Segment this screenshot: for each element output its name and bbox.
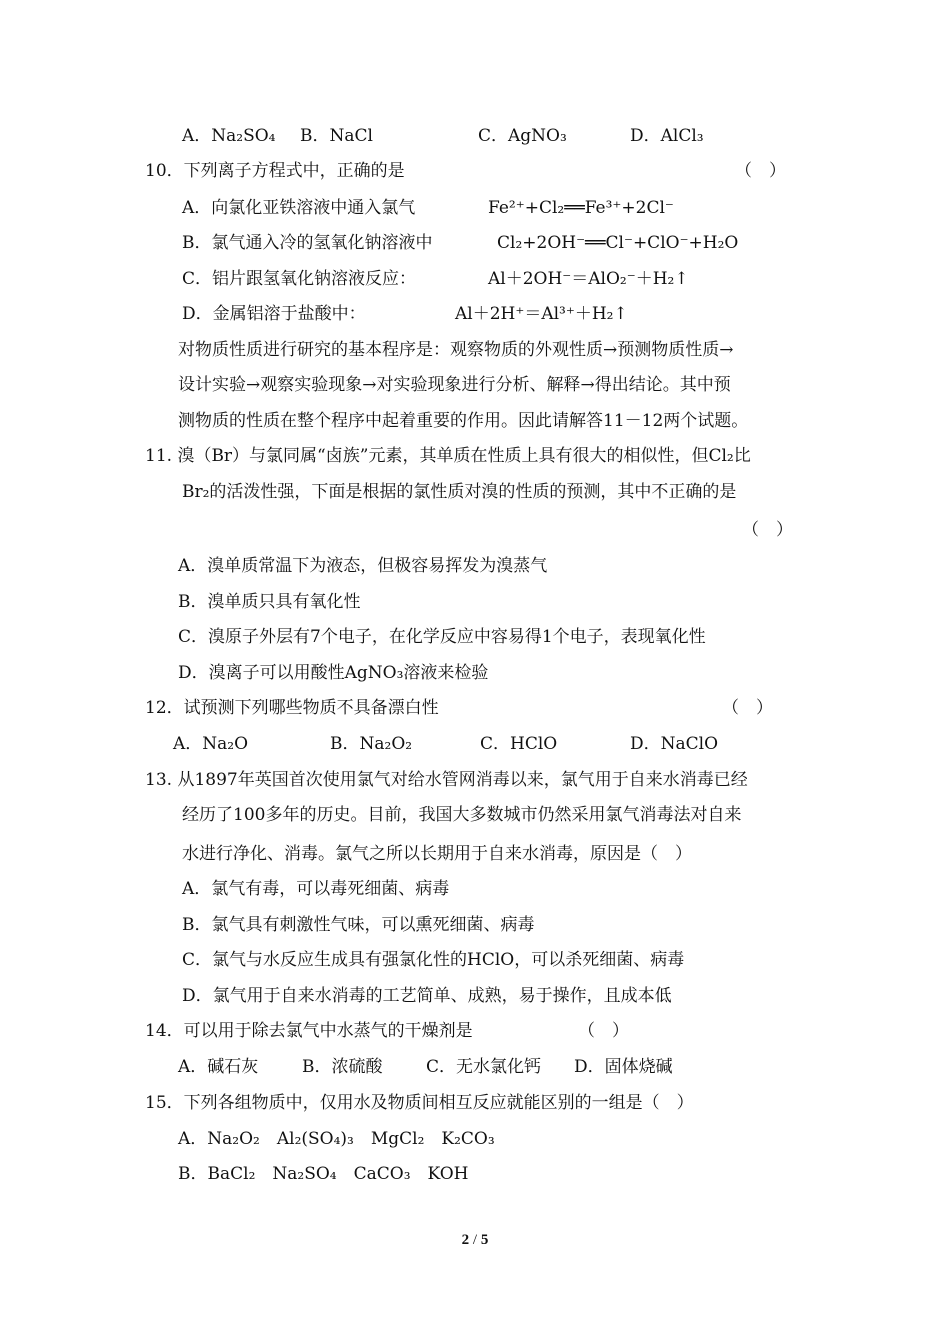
q10-option-c-equation: Al＋2OH⁻＝AlO₂⁻＋H₂↑ <box>488 269 689 289</box>
intro-line-3: 测物质的性质在整个程序中起着重要的作用。因此请解答11－12两个试题。 <box>178 411 749 431</box>
q11-answer-bracket: （ ） <box>742 520 793 540</box>
q14-option-b: B．浓硫酸 <box>302 1057 383 1077</box>
q14-answer-bracket: （ ） <box>578 1021 629 1041</box>
q13-stem-line-2: 经历了100多年的历史。目前，我国大多数城市仍然采用氯气消毒法对自来 <box>182 805 742 825</box>
q11-stem-line-1: 11. 溴（Br）与氯同属“卤族”元素，其单质在性质上具有很大的相似性，但Cl₂比 <box>145 446 751 466</box>
q10-option-d: D．金属铝溶于盐酸中： <box>182 304 366 324</box>
q9-option-c: C．AgNO₃ <box>478 126 567 146</box>
intro-line-1: 对物质性质进行研究的基本程序是：观察物质的外观性质→预测物质性质→ <box>178 340 734 360</box>
q9-option-a: A．Na₂SO₄ <box>182 126 276 146</box>
q11-option-c: C．溴原子外层有7个电子，在化学反应中容易得1个电子，表现氧化性 <box>178 627 706 647</box>
q9-option-b: B．NaCl <box>300 126 373 146</box>
q10-stem: 10．下列离子方程式中，正确的是 <box>145 161 405 181</box>
q12-option-a: A．Na₂O <box>173 734 249 754</box>
q13-option-c: C．氯气与水反应生成具有强氯化性的HClO，可以杀死细菌、病毒 <box>182 950 685 970</box>
q12-stem: 12．试预测下列哪些物质不具备漂白性 <box>145 698 439 718</box>
q12-option-b: B．Na₂O₂ <box>330 734 413 754</box>
q13-option-a: A．氯气有毒，可以毒死细菌、病毒 <box>182 879 450 899</box>
q13-stem-line-3: 水进行净化、消毒。氯气之所以长期用于自来水消毒，原因是（ ） <box>182 844 692 864</box>
page-number: 2 / 5 <box>461 1232 489 1248</box>
q10-option-b-equation: Cl₂+2OH⁻══Cl⁻+ClO⁻+H₂O <box>497 233 739 253</box>
q10-option-b: B．氯气通入冷的氢氧化钠溶液中 <box>182 233 433 253</box>
q11-option-b: B．溴单质只具有氧化性 <box>178 592 361 612</box>
q10-option-d-equation: Al＋2H⁺＝Al³⁺＋H₂↑ <box>455 304 628 324</box>
intro-line-2: 设计实验→观察实验现象→对实验现象进行分析、解释→得出结论。其中预 <box>178 375 731 395</box>
q14-option-a: A．碱石灰 <box>178 1057 259 1077</box>
q14-stem: 14．可以用于除去氯气中水蒸气的干燥剂是 <box>145 1021 473 1041</box>
q14-option-d: D．固体烧碱 <box>574 1057 673 1077</box>
q13-option-b: B．氯气具有刺激性气味，可以熏死细菌、病毒 <box>182 915 535 935</box>
q10-option-a-equation: Fe²⁺+Cl₂══Fe³⁺+2Cl⁻ <box>488 198 674 218</box>
q12-option-c: C．HClO <box>480 734 558 754</box>
q13-option-d: D．氯气用于自来水消毒的工艺简单、成熟，易于操作，且成本低 <box>182 986 672 1006</box>
q10-answer-bracket: （ ） <box>735 161 786 181</box>
q12-answer-bracket: （ ） <box>722 698 773 718</box>
q13-stem-line-1: 13. 从1897年英国首次使用氯气对给水管网消毒以来，氯气用于自来水消毒已经 <box>145 770 748 790</box>
q14-option-c: C．无水氯化钙 <box>426 1057 542 1077</box>
q10-option-a: A．向氯化亚铁溶液中通入氯气 <box>182 198 416 218</box>
q12-option-d: D．NaClO <box>630 734 719 754</box>
q9-option-d: D．AlCl₃ <box>630 126 704 146</box>
q15-option-a: A．Na₂O₂ Al₂(SO₄)₃ MgCl₂ K₂CO₃ <box>178 1129 495 1149</box>
q11-option-a: A．溴单质常温下为液态，但极容易挥发为溴蒸气 <box>178 556 548 576</box>
q11-option-d: D．溴离子可以用酸性AgNO₃溶液来检验 <box>178 663 489 683</box>
q15-stem: 15．下列各组物质中，仅用水及物质间相互反应就能区别的一组是（ ） <box>145 1093 694 1113</box>
q11-stem-line-2: Br₂的活泼性强，下面是根据的氯性质对溴的性质的预测，其中不正确的是 <box>182 482 737 502</box>
q10-option-c: C．铝片跟氢氧化钠溶液反应： <box>182 269 417 289</box>
q15-option-b: B．BaCl₂ Na₂SO₄ CaCO₃ KOH <box>178 1164 469 1184</box>
